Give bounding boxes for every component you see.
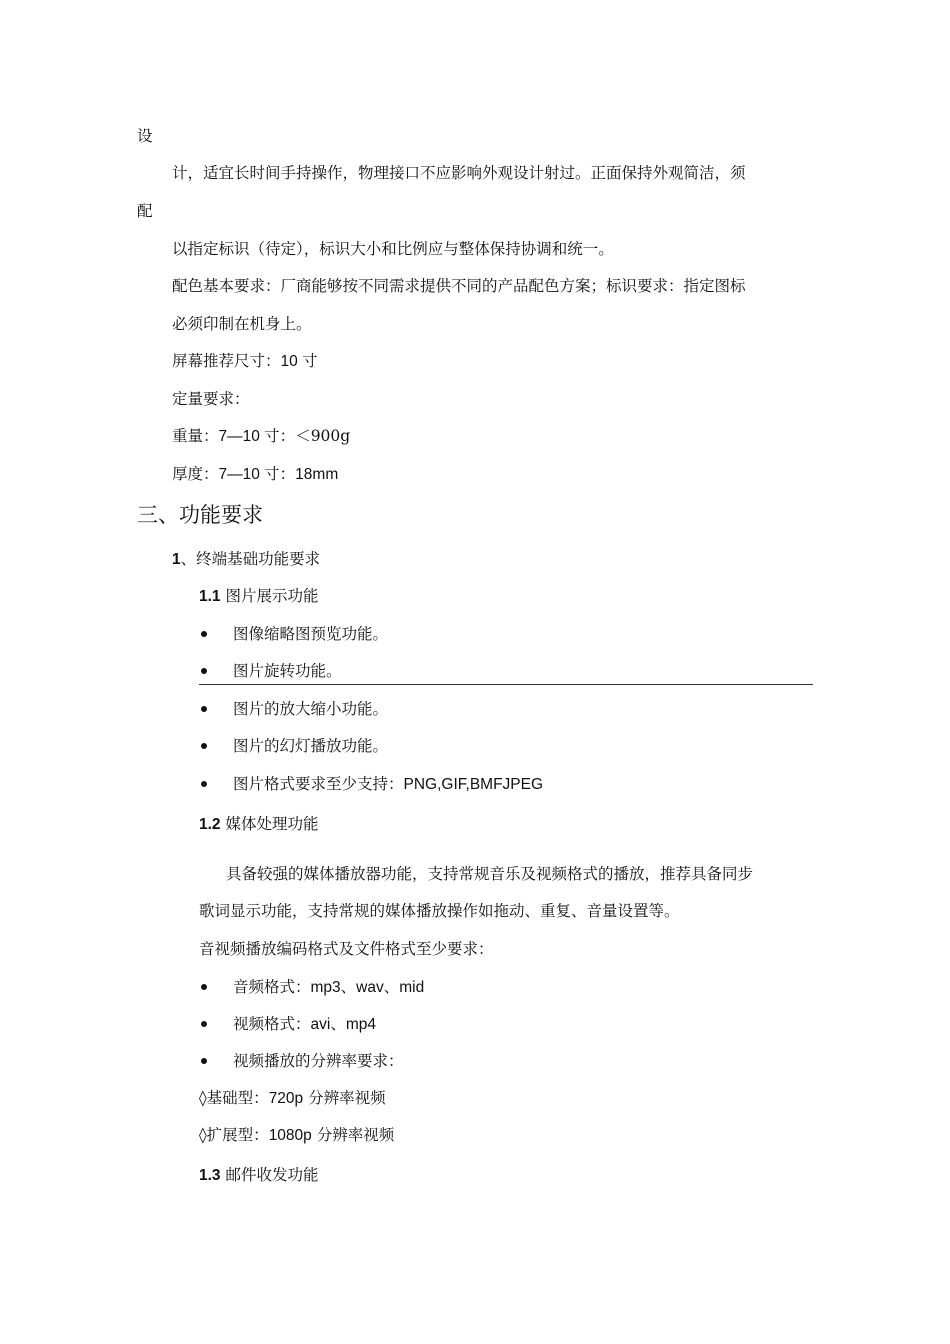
thickness-label: 厚度： xyxy=(172,465,219,483)
text-fragment: 设 xyxy=(137,127,153,145)
list-item: 视频播放的分辨率要求： xyxy=(233,1052,404,1070)
list-item xyxy=(233,774,543,795)
screen-size-line xyxy=(172,351,318,372)
paragraph-line: 配色基本要求：厂商能够按不同需求提供不同的产品配色方案；标识要求：指定图标 xyxy=(172,277,746,295)
bullet-icon xyxy=(201,631,207,637)
bullet-icon xyxy=(201,1021,207,1027)
audio-value: mp3、wav、mid xyxy=(310,979,425,996)
extended-value: 1080p xyxy=(268,1127,312,1144)
resolution-basic xyxy=(199,1088,386,1109)
paragraph-line: 音视频播放编码格式及文件格式至少要求： xyxy=(199,940,494,958)
weight-line xyxy=(172,426,350,447)
bullet-icon xyxy=(201,781,207,787)
screen-size-value: 10 寸 xyxy=(280,353,318,370)
weight-label: 重量： xyxy=(172,427,219,445)
bullet-icon xyxy=(201,984,207,990)
thickness-line xyxy=(172,464,338,485)
diamond-icon: ◊ xyxy=(199,1089,207,1107)
weight-value: 7—10 寸： xyxy=(218,428,296,445)
list-item: 图片的幻灯播放功能。 xyxy=(233,737,389,755)
subsection-heading xyxy=(172,549,320,570)
video-label: 视频格式： xyxy=(233,1015,311,1033)
horizontal-rule xyxy=(199,684,813,685)
list-item: 图像缩略图预览功能。 xyxy=(233,625,389,643)
subsection-number: 1 xyxy=(172,551,181,568)
subsubsection-heading xyxy=(199,814,319,835)
paragraph-line: 具备较强的媒体播放器功能，支持常规音乐及视频格式的播放，推荐具备同步 xyxy=(226,865,754,883)
paragraph-line: 以指定标识（待定），标识大小和比例应与整体保持协调和统一。 xyxy=(172,240,614,258)
screen-size-label: 屏幕推荐尺寸： xyxy=(172,352,281,370)
diamond-icon: ◊ xyxy=(199,1126,207,1144)
subsubsection-heading xyxy=(199,586,319,607)
subsubsection-title: 邮件收发功能 xyxy=(220,1166,319,1184)
list-item xyxy=(233,1014,376,1035)
paragraph-line: 必须印制在机身上。 xyxy=(172,315,312,333)
subsection-title: 、终端基础功能要求 xyxy=(180,550,321,568)
bullet-icon xyxy=(201,1058,207,1064)
weight-limit: ＜900g xyxy=(295,427,351,445)
subsubsection-title: 媒体处理功能 xyxy=(220,815,319,833)
format-label: 图片格式要求至少支持： xyxy=(233,775,404,793)
thickness-value: 7—10 寸：18mm xyxy=(218,466,339,483)
section-heading: 三、功能要求 xyxy=(137,503,263,527)
subsubsection-title: 图片展示功能 xyxy=(220,587,319,605)
video-value: avi、mp4 xyxy=(310,1016,376,1033)
bullet-icon xyxy=(201,668,207,674)
list-item xyxy=(233,977,424,998)
paragraph-line: 计，适宜长时间手持操作，物理接口不应影响外观设计射过。正面保持外观简洁，须 xyxy=(172,164,746,182)
list-item: 图片旋转功能。 xyxy=(233,662,342,680)
format-value: PNG,GIF,BMFJPEG xyxy=(403,776,544,793)
bullet-icon xyxy=(201,743,207,749)
extended-suffix: 分辨率视频 xyxy=(311,1126,395,1144)
basic-value: 720p xyxy=(268,1090,304,1107)
quantitative-heading: 定量要求： xyxy=(172,390,250,408)
subsubsection-heading xyxy=(199,1165,319,1186)
basic-label: 基础型： xyxy=(206,1089,269,1107)
text-fragment: 配 xyxy=(137,202,153,220)
extended-label: 扩展型： xyxy=(206,1126,269,1144)
subsubsection-number: 1.2 xyxy=(199,816,221,833)
subsubsection-number: 1.3 xyxy=(199,1167,221,1184)
basic-suffix: 分辨率视频 xyxy=(303,1089,386,1107)
list-item: 图片的放大缩小功能。 xyxy=(233,700,389,718)
bullet-icon xyxy=(201,706,207,712)
audio-label: 音频格式： xyxy=(233,978,311,996)
subsubsection-number: 1.1 xyxy=(199,588,221,605)
paragraph-line: 歌词显示功能，支持常规的媒体播放操作如拖动、重复、音量设置等。 xyxy=(199,902,680,920)
resolution-extended xyxy=(199,1125,394,1146)
